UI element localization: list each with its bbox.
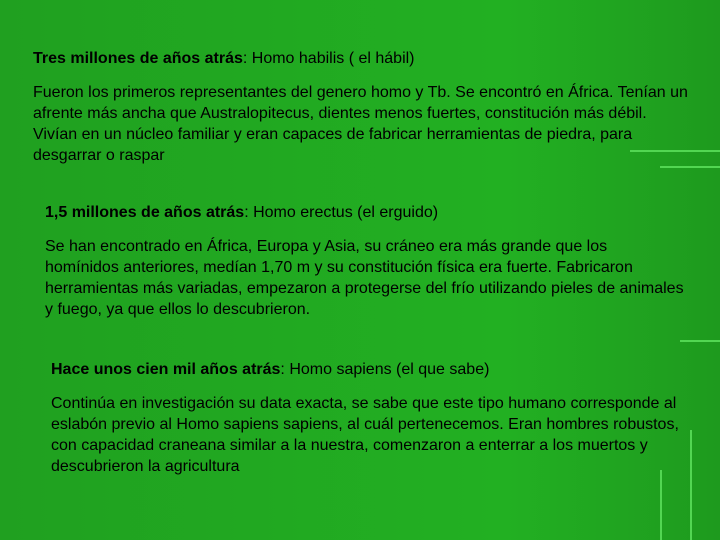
section-heading — [51, 360, 681, 380]
decor-line-5 — [690, 430, 692, 540]
decor-line-3 — [680, 340, 720, 342]
heading-bold: Hace unos cien mil años atrás — [51, 361, 281, 378]
section-heading — [33, 49, 693, 69]
heading-rest: : Homo erectus (el erguido) — [244, 204, 439, 221]
section-homo-habilis — [33, 49, 693, 166]
decor-line-4 — [660, 470, 662, 540]
heading-bold: 1,5 millones de años atrás — [45, 204, 245, 221]
decor-line-2 — [660, 166, 720, 168]
section-homo-sapiens — [51, 360, 681, 477]
section-homo-erectus — [45, 203, 685, 320]
heading-rest: : Homo habilis ( el hábil) — [242, 50, 415, 67]
heading-bold: Tres millones de años atrás — [33, 50, 243, 67]
section-body: Fueron los primeros representantes del genero homo y Tb. Se encontró en África. Tenían un afrente más ancha que Australopitecus, dientes menos fuertes, constitución más débil. Vivían en un núcleo familiar y eran capaces de fabricar herramientas de piedra, para desgarrar o raspar — [33, 84, 688, 164]
section-heading — [45, 203, 685, 223]
section-body: Se han encontrado en África, Europa y Asia, su cráneo era más grande que los homínidos anteriores, medían 1,70 m y su constitución física era fuerte. Fabricaron herramientas más variadas, empezaron a protegerse del frío utilizando pieles de animales y fuego, ya que ellos lo descubrieron. — [45, 238, 684, 318]
heading-rest: : Homo sapiens (el que sabe) — [280, 361, 490, 378]
section-body: Continúa en investigación su data exacta, se sabe que este tipo humano corresponde al eslabón previo al Homo sapiens sapiens, al cuál pertenecemos. Eran hombres robustos, con capacidad craneana similar a la nuestra, comenzaron a enterrar a los muertos y descubrieron la agricultura — [51, 395, 679, 475]
